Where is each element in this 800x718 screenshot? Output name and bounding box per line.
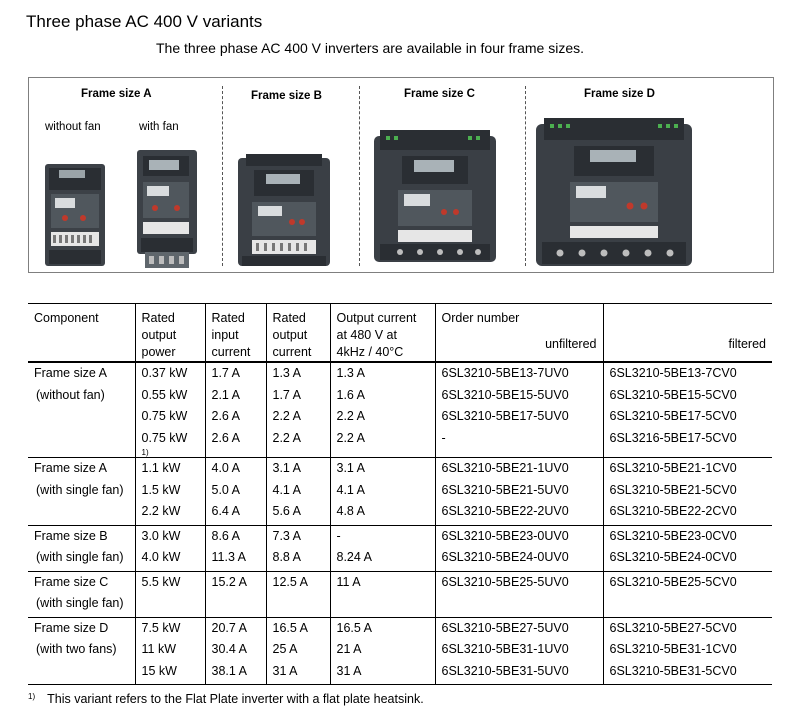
cell-unfiltered: 6SL3210-5BE13-7UV0: [435, 362, 603, 387]
table-row: [28, 571, 772, 595]
cell-power: 0.75 kW: [135, 408, 205, 430]
frame-d-label: Frame size D: [584, 88, 655, 100]
cell-power: 5.5 kW: [135, 571, 205, 595]
cell-output480: 16.5 A: [330, 617, 435, 641]
cell-output480: [330, 595, 435, 617]
header-component: Component: [34, 311, 99, 325]
cell-component: [28, 663, 135, 685]
cell-input: 2.6 A: [205, 408, 266, 430]
figure-divider: [222, 86, 223, 266]
table-row: [28, 482, 772, 504]
page-heading: Three phase AC 400 V variants: [26, 12, 263, 31]
cell-output: 3.1 A: [266, 458, 330, 482]
table-row: [28, 458, 772, 482]
cell-power: 11 kW: [135, 641, 205, 663]
cell-input: 30.4 A: [205, 641, 266, 663]
cell-filtered: 6SL3210-5BE22-2CV0: [603, 503, 772, 525]
cell-input: [205, 595, 266, 617]
cell-output480: 1.6 A: [330, 387, 435, 409]
cell-output480: 21 A: [330, 641, 435, 663]
cell-component: (with single fan): [36, 596, 124, 610]
footnote-text: This variant refers to the Flat Plate inverter with a flat plate heatsink.: [47, 692, 424, 706]
inverter-frame-a-with-fan-image: [135, 148, 199, 270]
cell-component: (with single fan): [36, 482, 124, 497]
cell-input: 1.7 A: [205, 362, 266, 387]
inverter-frame-c-image: [372, 128, 498, 268]
cell-input: 2.1 A: [205, 387, 266, 409]
cell-unfiltered: 6SL3210-5BE27-5UV0: [435, 617, 603, 641]
cell-output: 8.8 A: [266, 549, 330, 571]
cell-power: 0.75 kW 1): [135, 430, 205, 458]
inverter-frame-a-without-fan-image: [43, 160, 107, 268]
cell-input: 5.0 A: [205, 482, 266, 504]
inverter-frame-b-image: [236, 152, 332, 270]
cell-component: Frame size D: [28, 617, 135, 641]
cell-output: 4.1 A: [266, 482, 330, 504]
cell-component: Frame size B: [28, 525, 135, 549]
cell-filtered: 6SL3210-5BE21-1CV0: [603, 458, 772, 482]
cell-filtered: 6SL3210-5BE24-0CV0: [603, 549, 772, 571]
cell-output480: 2.2 A: [330, 430, 435, 458]
footnote: [28, 692, 424, 706]
cell-power: 0.55 kW: [135, 387, 205, 409]
cell-power: 7.5 kW: [135, 617, 205, 641]
header-rated-output-current: Rated output current: [266, 304, 330, 363]
cell-filtered: 6SL3210-5BE25-5CV0: [603, 571, 772, 595]
figure-divider: [525, 86, 526, 266]
frame-c-label: Frame size C: [404, 88, 475, 100]
cell-output: 1.7 A: [266, 387, 330, 409]
cell-unfiltered: 6SL3210-5BE25-5UV0: [435, 571, 603, 595]
frame-a-without-fan-label: without fan: [45, 121, 101, 133]
frame-a-with-fan-label: with fan: [139, 121, 179, 133]
cell-component: (without fan): [36, 387, 105, 402]
cell-output480: 8.24 A: [330, 549, 435, 571]
cell-filtered: 6SL3210-5BE17-5CV0: [603, 408, 772, 430]
cell-input: 11.3 A: [205, 549, 266, 571]
frame-a-label: Frame size A: [81, 88, 152, 100]
cell-unfiltered: 6SL3210-5BE21-1UV0: [435, 458, 603, 482]
cell-output: 31 A: [266, 663, 330, 685]
cell-input: 8.6 A: [205, 525, 266, 549]
cell-filtered: 6SL3210-5BE15-5CV0: [603, 387, 772, 409]
cell-component: Frame size A: [28, 458, 135, 482]
cell-output480: 31 A: [330, 663, 435, 685]
cell-component: (with two fans): [36, 642, 117, 656]
table-row: [28, 525, 772, 549]
table-header-row: [28, 304, 772, 363]
figure-divider: [359, 86, 360, 266]
cell-unfiltered: 6SL3210-5BE15-5UV0: [435, 387, 603, 409]
cell-output480: 11 A: [330, 571, 435, 595]
cell-input: 20.7 A: [205, 617, 266, 641]
cell-unfiltered: [435, 595, 603, 617]
header-rated-output-power: Rated output power: [135, 304, 205, 363]
cell-unfiltered: 6SL3210-5BE21-5UV0: [435, 482, 603, 504]
cell-power: 1.1 kW: [135, 458, 205, 482]
header-output-current-480v: Output current at 480 V at 4kHz / 40°C: [330, 304, 435, 363]
cell-power: 3.0 kW: [135, 525, 205, 549]
cell-component: [28, 503, 135, 525]
table-row: [28, 362, 772, 387]
cell-input: 4.0 A: [205, 458, 266, 482]
cell-filtered: 6SL3210-5BE21-5CV0: [603, 482, 772, 504]
table-row: [28, 641, 772, 663]
cell-output: 2.2 A: [266, 408, 330, 430]
cell-filtered: [603, 595, 772, 617]
cell-unfiltered: 6SL3210-5BE24-0UV0: [435, 549, 603, 571]
cell-input: 38.1 A: [205, 663, 266, 685]
cell-output480: -: [330, 525, 435, 549]
cell-output: 1.3 A: [266, 362, 330, 387]
frame-b-label: Frame size B: [251, 90, 322, 102]
cell-filtered: 6SL3210-5BE31-1CV0: [603, 641, 772, 663]
cell-output: 5.6 A: [266, 503, 330, 525]
header-unfiltered: unfiltered: [545, 337, 597, 351]
cell-filtered: 6SL3210-5BE31-5CV0: [603, 663, 772, 685]
header-filtered: filtered: [603, 304, 772, 363]
cell-unfiltered: -: [435, 430, 603, 458]
table-row: [28, 430, 772, 458]
cell-input: 15.2 A: [205, 571, 266, 595]
cell-unfiltered: 6SL3210-5BE23-0UV0: [435, 525, 603, 549]
cell-unfiltered: 6SL3210-5BE22-2UV0: [435, 503, 603, 525]
cell-input: 6.4 A: [205, 503, 266, 525]
cell-output480: 2.2 A: [330, 408, 435, 430]
cell-power: 4.0 kW: [135, 549, 205, 571]
table-row: [28, 503, 772, 525]
cell-filtered: 6SL3216-5BE17-5CV0: [603, 430, 772, 458]
cell-output480: 3.1 A: [330, 458, 435, 482]
variants-table: [28, 303, 772, 685]
table-row: [28, 387, 772, 409]
cell-output: 7.3 A: [266, 525, 330, 549]
intro-text: The three phase AC 400 V inverters are available in four frame sizes.: [156, 40, 584, 56]
cell-output: 2.2 A: [266, 430, 330, 458]
cell-unfiltered: 6SL3210-5BE31-1UV0: [435, 641, 603, 663]
table-row: [28, 549, 772, 571]
cell-filtered: 6SL3210-5BE13-7CV0: [603, 362, 772, 387]
cell-output480: 1.3 A: [330, 362, 435, 387]
cell-unfiltered: 6SL3210-5BE31-5UV0: [435, 663, 603, 685]
table-row: [28, 408, 772, 430]
cell-input: 2.6 A: [205, 430, 266, 458]
cell-output480: 4.1 A: [330, 482, 435, 504]
cell-component: (with single fan): [36, 550, 124, 564]
cell-output: 16.5 A: [266, 617, 330, 641]
cell-output: 12.5 A: [266, 571, 330, 595]
cell-output: [266, 595, 330, 617]
table-row: [28, 617, 772, 641]
cell-component: [28, 408, 135, 430]
footnote-mark: 1): [28, 692, 36, 701]
cell-power: 1.5 kW: [135, 482, 205, 504]
cell-component: Frame size A: [28, 362, 135, 387]
cell-filtered: 6SL3210-5BE27-5CV0: [603, 617, 772, 641]
table-row: [28, 595, 772, 617]
cell-power: 15 kW: [135, 663, 205, 685]
cell-power: [135, 595, 205, 617]
frame-size-figure: [28, 77, 774, 273]
inverter-frame-d-image: [534, 116, 694, 270]
header-rated-input-current: Rated input current: [205, 304, 266, 363]
cell-output480: 4.8 A: [330, 503, 435, 525]
header-order-number: Order number unfiltered: [435, 304, 603, 363]
cell-component: [28, 430, 135, 458]
cell-output: 25 A: [266, 641, 330, 663]
cell-power: 0.37 kW: [135, 362, 205, 387]
cell-power: 2.2 kW: [135, 503, 205, 525]
table-row: [28, 663, 772, 685]
cell-filtered: 6SL3210-5BE23-0CV0: [603, 525, 772, 549]
footnote-ref: 1): [141, 447, 149, 457]
cell-component: Frame size C: [28, 571, 135, 595]
cell-unfiltered: 6SL3210-5BE17-5UV0: [435, 408, 603, 430]
